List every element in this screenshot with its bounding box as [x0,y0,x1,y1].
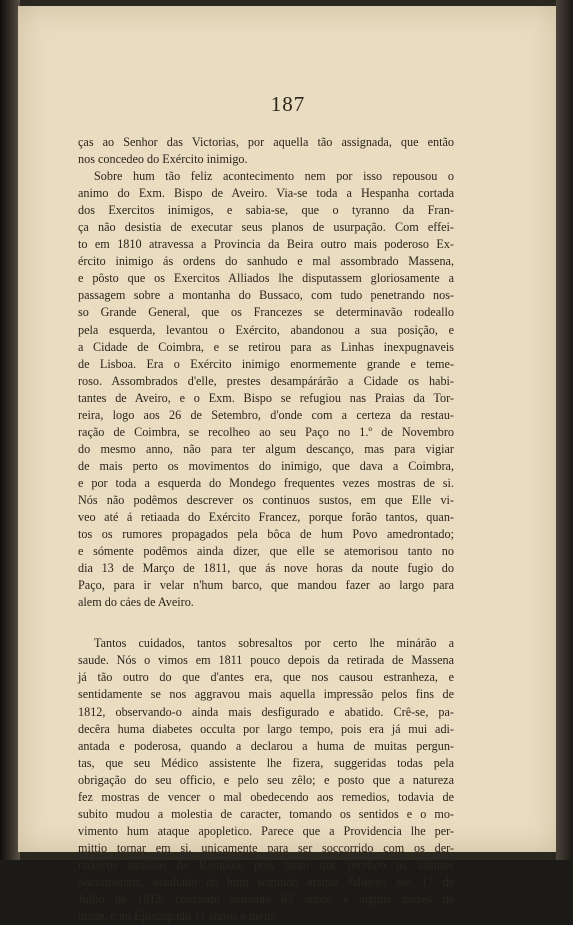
text-line: radeiros auxilios da Religião; pois tanto que recebeo os ultimos [78,857,454,872]
text-line: ército inimigo ás ordens do sanhudo e mal assombrado Massena, [78,254,454,269]
text-line: dia 13 de Março de 1811, que ás nove horas da noute fugio do [78,561,454,576]
text-line: animo do Exm. Bispo de Aveiro. Via-se toda a Hespanha cortada [78,186,454,201]
text-line: ça não desistia de executar seus planos de usurpação. Com effei- [78,220,454,235]
paragraph-3 [78,635,454,925]
text-line: decêra huma diabetes occulta por largo tempo, pois era já mui adi- [78,721,454,736]
text-line: e por toda a esquerda do Mondego frequentes vezes mostras de si. [78,475,454,490]
text-line: de Lisboa. Era o Exército inimigo enormemente grande e teme- [78,356,454,371]
text-line: idade, e no Episcopado 11 annos e meio. [78,909,277,924]
text-line: tas, que seu Médico assistente lhe fizera, suggeridas todas pela [78,755,454,770]
text-line: so Grande General, que os Francezes se determinavão rodeallo [78,305,454,320]
text-line: pela esquerda, levantou o Exército, abandonou a sua posição, e [78,322,454,337]
text-line: vimento hum ataque apopletico. Parece que a Providencia lhe per- [78,823,454,838]
text-line: e sómente podêmos ainda dizer, que elle se atemorisou tanto no [78,544,454,559]
text-line: passagem sobre a montanha do Bussaco, com tudo penetrando nos- [78,288,454,303]
text-line: Sacramentos, assaltado de hum segundo ataque falleceo aos 17 de [78,874,454,889]
text-line: sentidamente se nos aggravou mais aquella impressão pelos fins de [78,687,454,702]
text-line: tos os rumores propagados pela bôca de hum Povo amedrontado; [78,527,454,542]
book-page [18,6,558,924]
text-line: reira, logo aos 26 de Setembro, d'onde com a certeza da restau- [78,407,454,422]
text-line: veo até á retiaada do Exército Francez, porque forão tantos, quan- [78,510,454,525]
text-line: Nós não podêmos descrever os continuos sustos, em que Elle vi- [78,492,454,507]
text-line: mittio tornar em si, unicamente para ser soccorrido com os der- [78,840,454,855]
text-line: roso. Assombrados d'elle, prestes desampárárão a Cidade os habi- [78,373,454,388]
text-line: e pôsto que os Exercitos Alliados lhe disputassem gloriosamente a [78,271,454,286]
text-line: ças ao Senhor das Victorias, por aquella tão assignada, que então [78,135,454,149]
text-line: já tão outro do que d'antes era, que nos causou estranheza, e [78,670,454,685]
text-line: de mais perto os movimentos do inimigo, que dava a Coimbra, [78,458,454,473]
text-line: subito mudou a molestia de caracter, tomando os sentidos e o mo- [78,806,454,821]
text-line: obrigação do seu officio, e pelo seu zêlo; e posto que a natureza [78,772,454,787]
text-line: nos concedeo do Exército inimigo. [78,152,248,167]
text-line: antada e poderosa, quando a declarou a huma de muitas pergun- [78,738,454,753]
text-line: ração de Coimbra, se recolheo ao seu Paço no 1.º de Novembro [78,424,454,439]
page-number: 187 [270,92,306,116]
text-line: to em 1810 atravessa a Provincia da Beira outro mais poderoso Ex- [78,237,454,252]
text-line: fez mostras de vencer o mal obedecendo aos remedios, todavia de [78,789,454,804]
paragraph-2 [78,168,454,611]
scan-border [556,0,573,860]
text-line: Sobre hum tão feliz acontecimento nem por isso repousou o [94,169,454,184]
text-line: a Cidade de Coimbra, e se retirou para as Linhas inexpugnaveis [78,339,454,354]
text-line: tantes de Aveiro, e o Exm. Bispo se refugiou nas Praias da Tor- [78,390,454,405]
body-text [78,134,454,925]
facing-page-edge [0,0,20,860]
text-line: alem do cáes de Aveiro. [78,595,194,610]
text-line: Paço, para ir velar n'hum barco, que mandou fazer ao largo para [78,578,454,593]
text-line: do mesmo anno, não para ter algum descanço, mas para vigiar [78,441,454,456]
text-line: dos Exercitos inimigos, e sabia-se, que o tyranno da Fran- [78,203,454,218]
text-line: 1812, observando-o ainda mais desfigurado e abatido. Crê-se, pa- [78,704,454,719]
text-line: Julho de 1813, contando sómente 63 annos e alguns mezes de [78,892,454,907]
paragraph-1 [78,134,454,168]
paragraph-spacer [78,611,454,635]
text-line: saude. Nós o vimos em 1811 pouco depois da retirada de Massena [78,653,454,668]
text-line: Tantos cuidados, tantos sobresaltos por certo lhe minárão a [94,636,454,651]
